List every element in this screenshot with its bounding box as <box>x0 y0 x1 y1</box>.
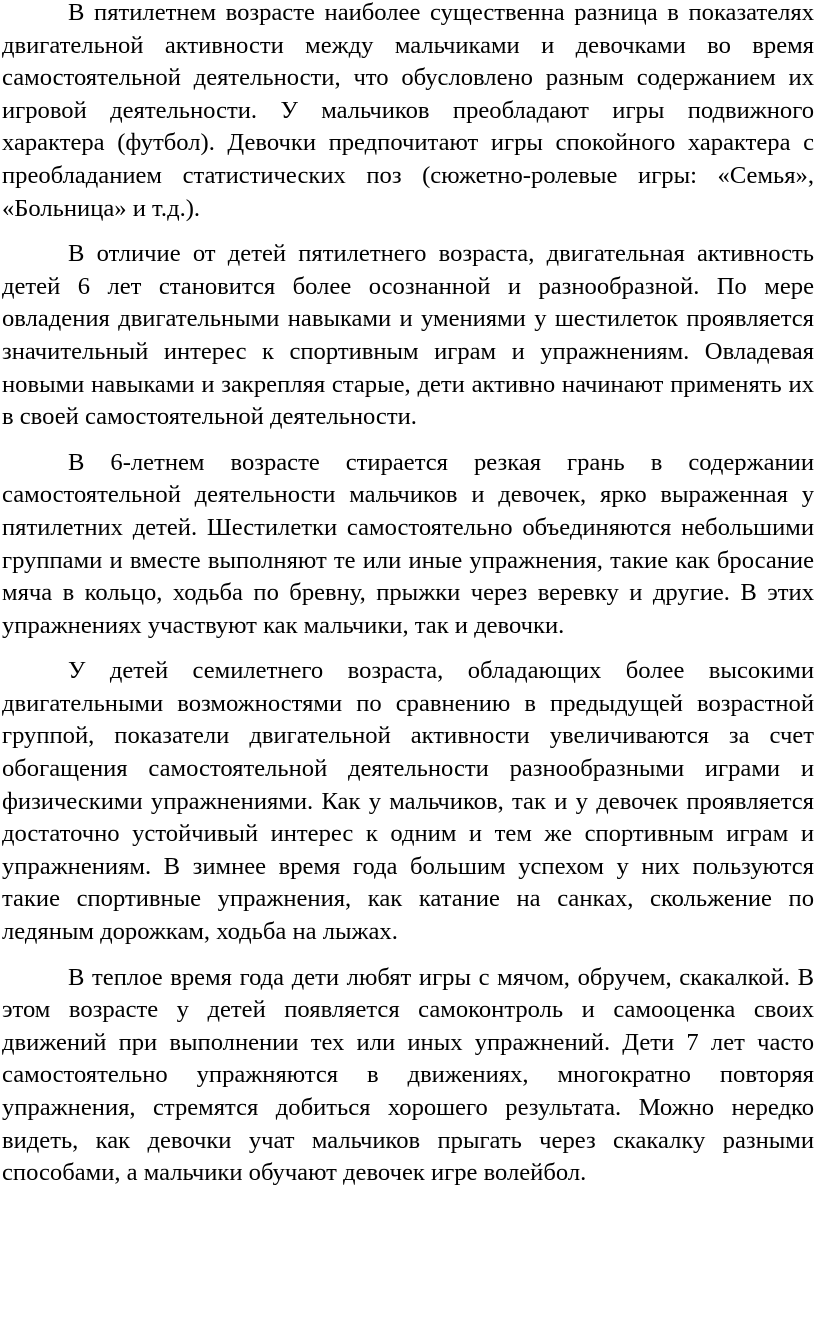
paragraph-4: У детей семилетнего возраста, обладающих более высокими двигательными возможностями по сравнению в предыдущей возрастной группой, показатели двигательной активности увеличиваются за счет обогащения самостоятельной деятельности разнообразными играми и физическими упражнениями. Как у мальчиков, так и у девочек проявляется достаточно устойчивый интерес к одним и тем же спортивным играм и упражнениям. В зимнее время года большим успехом у них пользуются такие спортивные упражнения, как катание на санках, скольжение по ледяным дорожкам, ходьба на лыжах. <box>2 657 814 946</box>
paragraph-5: В теплое время года дети любят игры с мячом, обручем, скакалкой. В этом возрасте у детей появляется самоконтроль и самооценка своих движений при выполнении тех или иных упражнений. Дети 7 лет часто самостоятельно упражняются в движениях, многократно повторяя упражнения, стремятся добиться хорошего результата. Можно нередко видеть, как девочки учат мальчиков прыгать через скакалку разными способами, а мальчики обучают девочек игре волейбол. <box>2 963 814 1187</box>
paragraph-2: В отличие от детей пятилетнего возраста, двигательная активность детей 6 лет становится более осознанной и разнообразной. По мере овладения двигательными навыками и умениями у шестилеток проявляется значительный интерес к спортивным играм и упражнениям. Овладевая новыми навыками и закрепляя старые, дети активно начинают применять их в своей самостоятельной деятельности. <box>2 240 814 431</box>
paragraph-1: В пятилетнем возрасте наиболее существенна разница в показателях двигательной активности между мальчиками и девочками во время самостоятельной деятельности, что обусловлено разным содержанием их игровой деятельности. У мальчиков преобладают игры подвижного характера (футбол). Девочки предпочитают игры спокойного характера с преобладанием статистических поз (сюжетно-ролевые игры: «Семья», «Больница» и т.д.). <box>2 0 814 222</box>
paragraph-3: В 6-летнем возрасте стирается резкая грань в содержании самостоятельной деятельности мальчиков и девочек, ярко выраженная у пятилетних детей. Шестилетки самостоятельно объединяются небольшими группами и вместе выполняют те или иные упражнения, такие как бросание мяча в кольцо, ходьба по бревну, прыжки через веревку и другие. В этих упражнениях участвуют как мальчики, так и девочки. <box>2 448 814 639</box>
